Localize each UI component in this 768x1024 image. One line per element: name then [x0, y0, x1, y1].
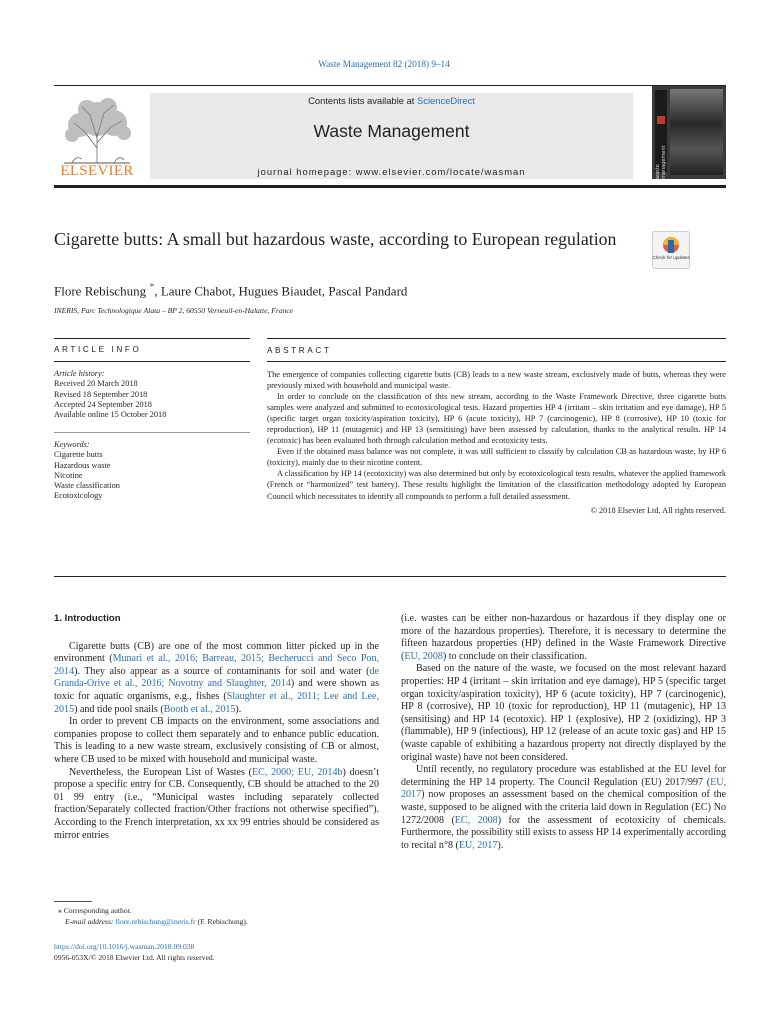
abstract-paragraph: A classification by HP 14 (ecotoxicity) was also determined but only by ecotoxicological tests results, whatever the applied framework (French or “harmonized” test battery). These results highlight the limitation of the classification methodology adopted by European Council which necessitates to identify all compounds to perform a full detailed assessment.: [267, 469, 726, 501]
corresponding-author-note: ⁎ Corresponding author.: [58, 906, 132, 915]
text-run: ).: [497, 839, 504, 851]
article-history: [54, 369, 250, 420]
reference-link[interactable]: EC, 2008: [454, 814, 498, 826]
body-paragraph: [401, 613, 726, 663]
article-info-heading: ARTICLE INFO: [54, 345, 142, 354]
keywords-label: Keywords:: [54, 440, 90, 449]
text-run: (i.e. wastes can be either non-hazardous or hazardous if they display one or more of the hazardous properties). Therefore, it is necessary to determine the fifteen hazardous properties (HP) defined in the Waste Framework Directive (: [401, 613, 726, 662]
history-accepted: Accepted 24 September 2018: [54, 399, 152, 409]
email-label: E-mail address:: [65, 917, 116, 926]
keyword-item: Ecotoxicology: [54, 491, 103, 501]
abstract-top-rule: [267, 338, 726, 339]
reference-link[interactable]: EU, 2008: [404, 650, 443, 662]
text-run: ) to conclude on their classification.: [442, 650, 587, 662]
text-run: Cigarette butts (CB) are one of the most common litter picked up in the environment (: [54, 640, 379, 665]
affiliation: INERIS, Parc Technologique Alata – BP 2, 60550 Verneuil-en-Halatte, France: [54, 306, 294, 315]
reference-link[interactable]: Munari et al., 2016; Barreau, 2015; Becherucci and Seco Pon, 2014: [54, 653, 379, 677]
history-revised: Revised 18 September 2018: [54, 389, 148, 399]
reference-link[interactable]: Slaughter et al., 2011; Lee and Lee, 2015: [54, 690, 379, 715]
email-link[interactable]: flore.rebischung@ineris.fr: [115, 917, 196, 926]
section-heading-introduction: 1. Introduction: [54, 613, 121, 624]
history-online: Available online 15 October 2018: [54, 410, 167, 420]
article-info-mid-rule: [54, 361, 250, 362]
article-info-divider: [54, 432, 250, 433]
text-run: ). They also appear as a source of contaminants for soil and water (: [74, 665, 370, 677]
text-run: ) for the assessment of ecotoxicity of chemicals. Furthermore, the possibility still exists to assess HP 14 experimentally according to recital n°8 (: [401, 814, 726, 851]
text-run: ) and tide pool snails (: [74, 703, 164, 715]
abstract-copyright: © 2018 Elsevier Ltd. All rights reserved.: [590, 505, 726, 515]
contents-prefix: Contents lists available at: [308, 95, 418, 106]
header-top-rule: [54, 85, 726, 86]
email-note: [65, 917, 248, 927]
article-info-top-rule: [54, 338, 250, 339]
abstract-paragraph: The emergence of companies collecting cigarette butts (CB) leads to a new waste stream, exclusively made of butts, whereas they were previously mixed with household and municipal waste.: [267, 370, 726, 391]
body-paragraph: Based on the nature of the waste, we focused on the most relevant hazard properties: HP 4 (irritant – skin irritation and eye damage), HP 5 (specific target organ toxicity/aspiration toxicity), HP 6 (acute toxicity), HP 7 (carcinogenic), HP 8 (corrosive), HP 10 (toxic for reproduction), HP 11 (mutagenic), HP 13 (sensitising) and HP 14 (ecotoxic). HP 1 (explosive), HP 2 (oxidizing), HP 3 (flammable), HP 9 (infectious), HP 12 (release of an acute toxic gas) and HP 15 (waste capable of exhibiting a hazardous property not directly displayed by the original waste) have not been considered.: [401, 663, 726, 763]
author-list: [54, 282, 407, 299]
front-matter-bottom-rule: [54, 576, 726, 577]
corresponding-author-mark[interactable]: *: [149, 282, 155, 293]
keyword-item: Hazardous waste: [54, 460, 111, 470]
body-paragraph: [54, 767, 379, 843]
text-run: Nevertheless, the European List of Wastes (: [69, 766, 253, 778]
contents-line: [150, 95, 633, 106]
email-suffix: (F. Rebischung).: [195, 917, 248, 926]
reference-link[interactable]: EU, 2017: [458, 839, 498, 851]
sciencedirect-link[interactable]: ScienceDirect: [417, 95, 475, 106]
reference-link[interactable]: EC, 2000; EU, 2014b: [252, 766, 343, 778]
header-bottom-rule: [54, 185, 726, 188]
reference-link[interactable]: de Granda-Orive et al., 2016; Novotny and Slaughter, 2014: [54, 665, 379, 690]
coauthors[interactable]: , Laure Chabot, Hugues Biaudet, Pascal Pandard: [154, 283, 408, 299]
abstract-paragraph: Even if the obtained mass balance was not complete, it was still sufficient to classify by calculation CB as hazardous waste, by HP 6 (toxicity), mainly due to their nicotine content.: [267, 447, 726, 468]
reference-link[interactable]: Booth et al., 2015: [163, 703, 236, 715]
abstract-heading: ABSTRACT: [267, 346, 332, 355]
history-received: Received 20 March 2018: [54, 379, 138, 389]
abstract-mid-rule: [267, 361, 726, 362]
body-paragraph: [401, 764, 726, 852]
corresponding-author[interactable]: Flore Rebischung: [54, 283, 147, 299]
article-title: Cigarette butts: A small but hazardous waste, according to European regulation: [54, 229, 617, 249]
keywords: [54, 440, 250, 502]
body-paragraph: [54, 641, 379, 717]
text-run: Until recently, no regulatory procedure was established at the EU level for determining the HP 14 property. The Council Regulation (EU) 2017/997 (: [401, 764, 726, 788]
text-run: ) and were shown as toxic for aquatic organisms, e.g., fishes (: [54, 678, 379, 702]
abstract-body: [267, 369, 726, 516]
keyword-item: Nicotine: [54, 470, 83, 480]
crossmark-label: Check for updates: [652, 255, 690, 260]
keyword-item: Waste classification: [54, 481, 120, 491]
keyword-item: Cigarette butts: [54, 450, 103, 460]
abstract-paragraph: In order to conclude on the classification of this new stream, according to the Waste Framework Directive, three cigarette butts samples were analyzed and submitted to ecotoxicological tests. Hazard properties HP 4 (irritant – skin irritation and eye damage), HP 5 (specific target organ toxicity/aspiration toxicity), HP 6 (acute toxicity), HP 7 (carcinogenic), HP 8 (corrosive), HP 10 (toxic for reproduction), HP 11 (mutagenic) and HP 13 (sensitising) have been assessed by calculation, thanks to the analytical results. HP 14 (ecotoxic) has been evaluated both through calculation method and ecotoxicity tests.: [267, 392, 726, 446]
journal-title: Waste Management: [313, 121, 470, 141]
body-paragraph: In order to prevent CB impacts on the environment, some associations and companies propose to collect them separately and to enhance public education. This is leading to a new waste stream, exclusively consisting of CB or almost, where CB used to be mixed with household and municipal waste.: [54, 716, 379, 765]
reference-link[interactable]: EU, 2017: [401, 776, 726, 801]
cover-title: waste management: [655, 145, 667, 179]
elsevier-wordmark: ELSEVIER: [60, 163, 134, 179]
doi-link[interactable]: https://doi.org/10.1016/j.wasman.2018.09.038: [54, 942, 195, 951]
left-column: [54, 613, 379, 842]
crossmark-icon: [652, 231, 690, 269]
issn-copyright: 0956-053X/© 2018 Elsevier Ltd. All rights reserved.: [54, 953, 215, 962]
journal-citation-link[interactable]: Waste Management 82 (2018) 9–14: [318, 59, 450, 69]
journal-cover-thumbnail[interactable]: [652, 86, 726, 179]
text-run: ) doesn’t propose a specific entry for CB. Consequently, CB should be attached to the 20 01 99 entry (i.e., “Municipal wastes including separately collected fraction/Separately collected fraction/Other fractions not otherwise specified”). According to the French interpretation, xx xx 99 entries should be considered as mirror entries: [54, 766, 380, 841]
check-for-updates-badge[interactable]: [652, 231, 690, 269]
text-run: ) now proposes an assessment based on the chemical composition of the waste, supposed to be aligned with the criteria laid down in Regulation (EC) No 1272/2008 (: [401, 789, 726, 826]
journal-homepage[interactable]: journal homepage: www.elsevier.com/locate/wasman: [257, 166, 526, 177]
right-column: [401, 613, 726, 852]
text-run: ).: [235, 703, 242, 715]
footnote-rule: [54, 901, 92, 902]
history-label: Article history:: [54, 369, 105, 378]
